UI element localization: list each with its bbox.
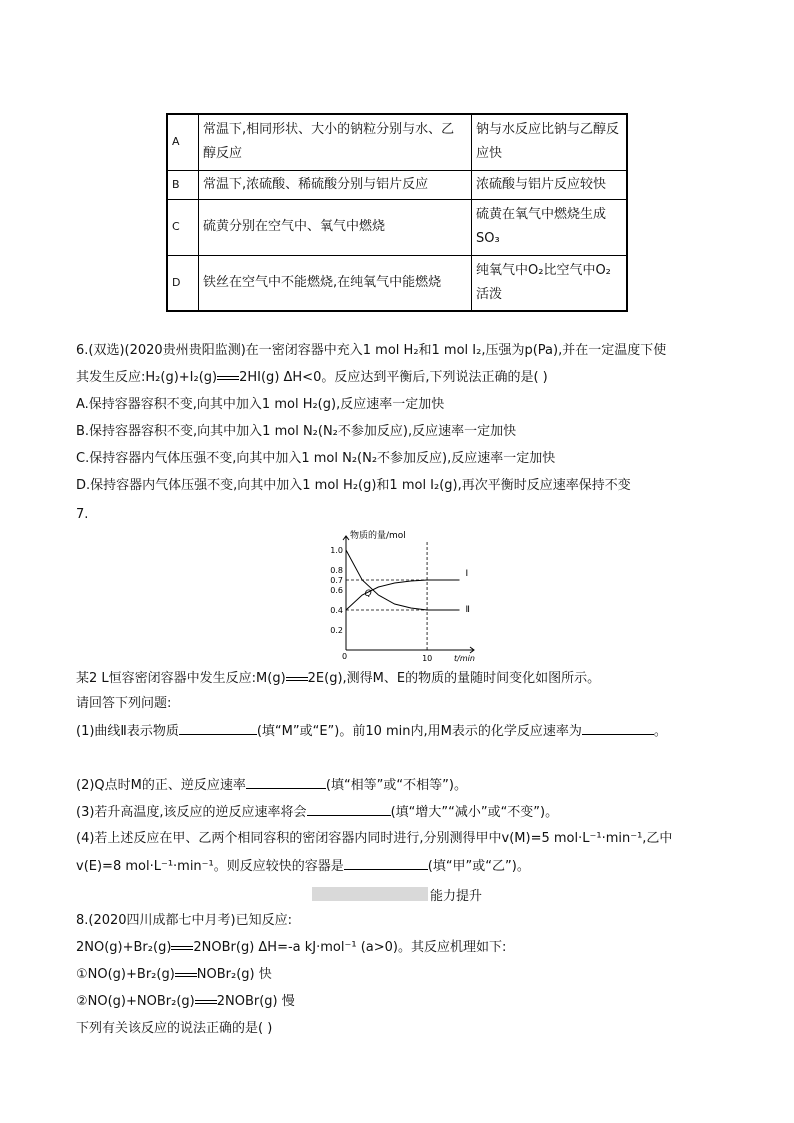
table-row	[167, 114, 627, 170]
q8-s1-b: NOBr₂(g) 快	[196, 967, 272, 982]
row-experiment: 常温下,浓硫酸、稀硫酸分别与铝片反应	[199, 170, 472, 199]
table-row	[167, 255, 627, 311]
q8-s1-a: ①NO(g)+Br₂(g)	[76, 967, 175, 982]
q6-reactants: 其发生反应:H₂(g)+I₂(g)	[76, 370, 218, 385]
q7-intro-a: 某2 L恒容密闭容器中发生反应:M(g)	[76, 671, 286, 686]
equilibrium-arrow-icon	[171, 944, 193, 952]
q7-intro-b: 2E(g),测得M、E的物质的量随时间变化如图所示。	[307, 671, 601, 686]
q8-stem: 8.(2020四川成都七中月考)已知反应:	[76, 913, 293, 928]
q7-p3-a: (3)若升高温度,该反应的逆反应速率将会	[76, 805, 307, 820]
row-key: C	[167, 199, 199, 255]
q7-prompt: 请回答下列问题:	[76, 696, 172, 711]
row-key: A	[167, 114, 199, 170]
q6-option-b: B.保持容器容积不变,向其中加入1 mol N₂(N₂不参加反应),反应速率一定加快	[76, 424, 517, 439]
answer-blank[interactable]	[307, 803, 391, 816]
q6-stem-line1: 6.(双选)(2020贵州贵阳监测)在一密闭容器中充入1 mol H₂和1 mol I₂,压强为p(Pa),并在一定温度下使	[76, 343, 667, 358]
q6-option-d: D.保持容器内气体压强不变,向其中加入1 mol H₂(g)和1 mol I₂(g),再次平衡时反应速率保持不变	[76, 478, 631, 493]
q7-part2	[76, 776, 467, 795]
q7-part4-line1: (4)若上述反应在甲、乙两个相同容积的密闭容器内同时进行,分别测得甲中v(M)=5 mol·L⁻¹·min⁻¹,乙中	[76, 831, 673, 846]
answer-blank[interactable]	[246, 776, 326, 789]
q8-eq-a: 2NO(g)+Br₂(g)	[76, 940, 172, 955]
q8-ask: 下列有关该反应的说法正确的是( )	[76, 1021, 273, 1036]
q6-option-c: C.保持容器内气体压强不变,向其中加入1 mol N₂(N₂不参加反应),反应速率一定加快	[76, 451, 556, 466]
equilibrium-arrow-icon	[217, 374, 239, 382]
y-tick-label: 0.8	[330, 566, 343, 575]
q8-equation	[76, 939, 506, 957]
q7-p2-a: (2)Q点时M的正、逆反应速率	[76, 778, 246, 793]
equilibrium-arrow-icon	[286, 675, 308, 683]
q7-p1-a: (1)曲线Ⅱ表示物质	[76, 724, 179, 739]
row-experiment: 硫黄分别在空气中、氧气中燃烧	[199, 199, 472, 255]
q7-number: 7.	[76, 507, 89, 522]
q7-part4-line2	[76, 857, 530, 876]
q7-p1-b: (填“M”或“E”)。前10 min内,用M表示的化学反应速率为	[256, 724, 582, 739]
q7-intro	[76, 670, 600, 688]
row-experiment: 铁丝在空气中不能燃烧,在纯氧气中能燃烧	[199, 255, 472, 311]
table-row	[167, 199, 627, 255]
y-tick-label: 0.4	[330, 606, 343, 615]
equilibrium-arrow-icon	[175, 971, 197, 979]
q8-s2-b: 2NOBr(g) 慢	[216, 994, 295, 1009]
options-table	[166, 113, 628, 312]
q8-step1	[76, 966, 272, 984]
q8-eq-b: 2NOBr(g) ΔH=-a kJ·mol⁻¹ (a>0)。其反应机理如下:	[193, 940, 507, 955]
q7-p2-b: (填“相等”或“不相等”)。	[325, 778, 467, 793]
section-title: 能力提升	[430, 889, 483, 904]
row-conclusion: 钠与水反应比钠与乙醇反应快	[472, 114, 628, 170]
x-tick-label: 10	[422, 654, 433, 663]
y-tick-label: 0.7	[330, 576, 343, 585]
q7-part3	[76, 803, 558, 822]
y-tick-label: 1.0	[330, 546, 343, 555]
row-experiment: 常温下,相同形状、大小的钠粒分别与水、乙醇反应	[199, 114, 472, 170]
series-label: Ⅰ	[465, 569, 469, 579]
answer-blank[interactable]	[582, 722, 654, 735]
series-label: Ⅱ	[465, 605, 470, 615]
q7-p1-c: 。	[653, 724, 667, 739]
row-key: B	[167, 170, 199, 199]
x-axis-label: t/min	[454, 654, 475, 663]
q7-p4-c: (填“甲”或“乙”)。	[427, 859, 530, 874]
y-axis-label: 物质的量/mol	[350, 531, 406, 541]
q8-step2	[76, 993, 295, 1011]
equilibrium-arrow-icon	[195, 998, 217, 1006]
y-tick-label: 0.2	[330, 626, 343, 635]
section-bar	[312, 887, 428, 901]
q8-s2-a: ②NO(g)+NOBr₂(g)	[76, 994, 195, 1009]
q6-products: 2HI(g) ΔH<0。反应达到平衡后,下列说法正确的是( )	[239, 370, 548, 385]
row-conclusion: 硫黄在氧气中燃烧生成SO₃	[472, 199, 628, 255]
amount-time-chart	[310, 528, 480, 664]
q-point-label: Q	[364, 589, 372, 599]
origin-label: 0	[342, 652, 348, 661]
q7-p3-b: (填“增大”“减小”或“不变”)。	[390, 805, 559, 820]
row-key: D	[167, 255, 199, 311]
answer-blank[interactable]	[179, 722, 257, 735]
q7-p4-b: v(E)=8 mol·L⁻¹·min⁻¹。则反应较快的容器是	[76, 859, 344, 874]
y-tick-label: 0.6	[330, 586, 343, 595]
answer-blank[interactable]	[344, 857, 428, 870]
q6-stem-line2	[76, 369, 548, 387]
row-conclusion: 浓硫酸与铝片反应较快	[472, 170, 628, 199]
q7-part1	[76, 722, 667, 741]
table-row	[167, 170, 627, 199]
q6-option-a: A.保持容器容积不变,向其中加入1 mol H₂(g),反应速率一定加快	[76, 397, 445, 412]
row-conclusion: 纯氧气中O₂比空气中O₂活泼	[472, 255, 628, 311]
